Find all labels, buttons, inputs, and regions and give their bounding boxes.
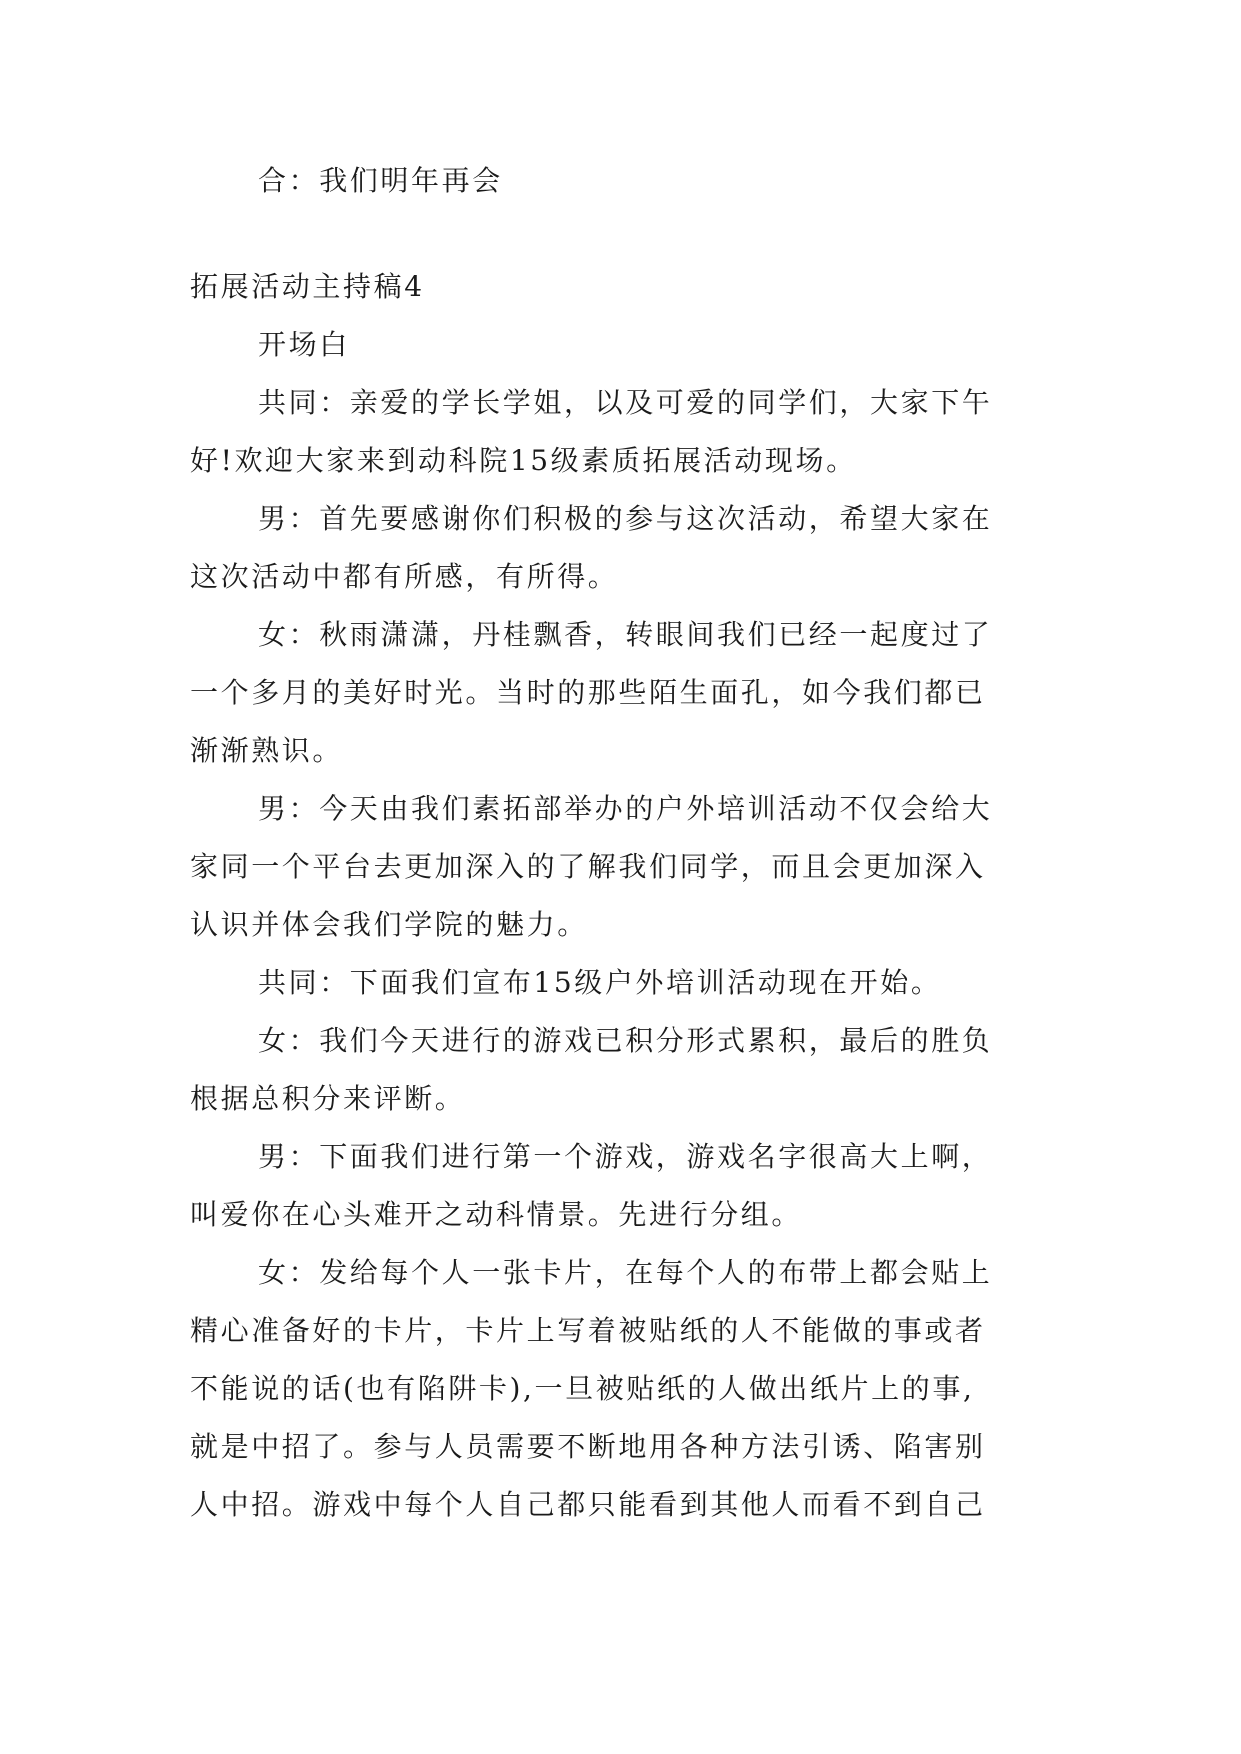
- paragraph: [190, 780, 1060, 954]
- paragraph-line: 精心准备好的卡片，卡片上写着被贴纸的人不能做的事或者: [190, 1314, 986, 1347]
- paragraph-line: 开场白: [258, 328, 350, 361]
- paragraph-line: 女：发给每个人一张卡片，在每个人的布带上都会贴上: [258, 1256, 993, 1289]
- paragraph-line: 认识并体会我们学院的魅力。: [190, 908, 588, 941]
- document-body: [190, 152, 1060, 1534]
- paragraph-line: 根据总积分来评断。: [190, 1082, 466, 1115]
- paragraph-line: 男：下面我们进行第一个游戏，游戏名字很高大上啊，: [258, 1140, 993, 1173]
- paragraph-line: 叫爱你在心头难开之动科情景。先进行分组。: [190, 1198, 803, 1231]
- paragraph: [190, 606, 1060, 780]
- paragraph-line: 渐渐熟识。: [190, 734, 344, 767]
- paragraph-list: [190, 316, 1060, 1534]
- paragraph-line: 不能说的话(也有陷阱卡),一旦被贴纸的人做出纸片上的事,: [190, 1372, 975, 1405]
- paragraph-line: 这次活动中都有所感，有所得。: [190, 560, 619, 593]
- paragraph-line: 男：首先要感谢你们积极的参与这次活动，希望大家在: [258, 502, 993, 535]
- paragraph-line: 共同：下面我们宣布15级户外培训活动现在开始。: [258, 966, 942, 999]
- paragraph: [190, 1128, 1060, 1244]
- paragraph-line: 就是中招了。参与人员需要不断地用各种方法引诱、陷害别: [190, 1430, 986, 1463]
- paragraph: [190, 1012, 1060, 1128]
- paragraph: [190, 954, 1060, 1012]
- paragraph-line: 女：我们今天进行的游戏已积分形式累积，最后的胜负: [258, 1024, 993, 1057]
- paragraph: [190, 316, 1060, 374]
- paragraph-line: 人中招。游戏中每个人自己都只能看到其他人而看不到自己: [190, 1488, 986, 1521]
- paragraph: [190, 1244, 1060, 1534]
- closing-line: 合：我们明年再会: [258, 164, 503, 197]
- paragraph: [190, 490, 1060, 606]
- paragraph-line: 一个多月的美好时光。当时的那些陌生面孔，如今我们都已: [190, 676, 986, 709]
- paragraph-line: 好!欢迎大家来到动科院15级素质拓展活动现场。: [190, 444, 857, 477]
- section-gap: [190, 210, 1060, 258]
- paragraph-line: 男：今天由我们素拓部举办的户外培训活动不仅会给大: [258, 792, 993, 825]
- paragraph-line: 共同：亲爱的学长学姐，以及可爱的同学们，大家下午: [258, 386, 993, 419]
- section-title: 拓展活动主持稿4: [190, 270, 425, 303]
- paragraph: [190, 374, 1060, 490]
- paragraph-line: 家同一个平台去更加深入的了解我们同学，而且会更加深入: [190, 850, 986, 883]
- paragraph-line: 女：秋雨潇潇，丹桂飘香，转眼间我们已经一起度过了: [258, 618, 993, 651]
